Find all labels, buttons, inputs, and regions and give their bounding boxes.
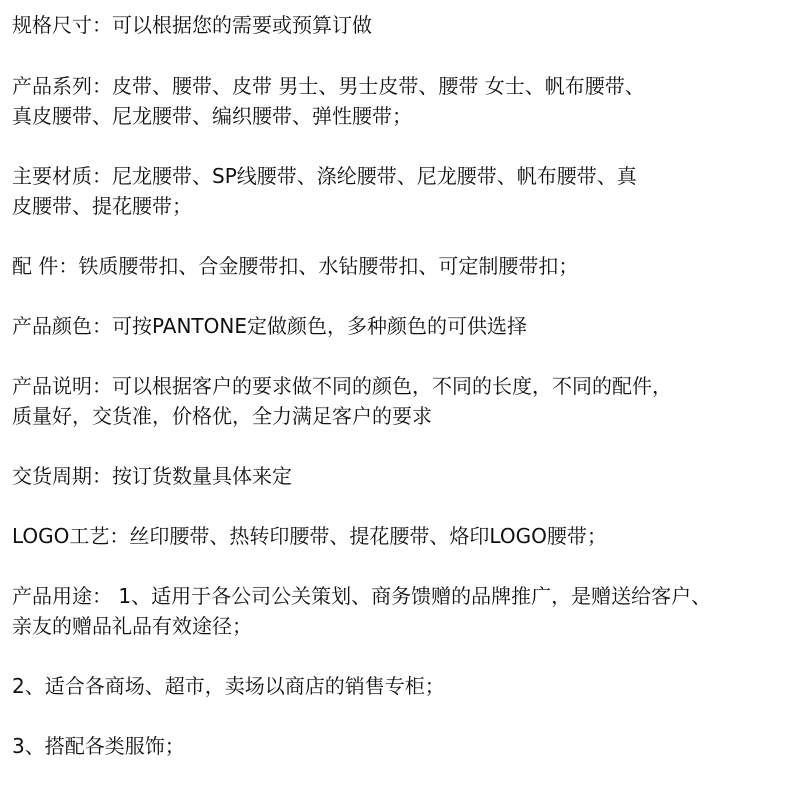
usage-item-3 — [12, 731, 782, 761]
text-line: 交货周期：按订货数量具体来定 — [12, 464, 292, 488]
size-paragraph — [12, 10, 782, 40]
color-paragraph — [12, 311, 782, 341]
text-line: 规格尺寸：可以根据您的需要或预算订做 — [12, 13, 372, 37]
delivery-paragraph — [12, 461, 782, 491]
text-line: 质量好，交货准，价格优，全力满足客户的要求 — [12, 404, 432, 428]
text-line: 产品说明：可以根据客户的要求做不同的颜色，不同的长度，不同的配件， — [12, 374, 672, 398]
text-line: 3、搭配各类服饰； — [12, 734, 185, 758]
text-line: LOGO工艺：丝印腰带、热转印腰带、提花腰带、烙印LOGO腰带； — [12, 524, 607, 548]
logo-craft-paragraph — [12, 521, 782, 551]
text-line: 主要材质：尼龙腰带、SP线腰带、涤纶腰带、尼龙腰带、帆布腰带、真 — [12, 164, 637, 188]
description-paragraph — [12, 371, 782, 431]
accessories-paragraph — [12, 251, 782, 281]
usage-paragraph — [12, 581, 782, 641]
text-line: 产品颜色：可按PANTONE定做颜色，多种颜色的可供选择 — [12, 314, 527, 338]
product-series-paragraph — [12, 71, 782, 131]
text-line: 皮腰带、提花腰带； — [12, 194, 192, 218]
text-line: 亲友的赠品礼品有效途径； — [12, 614, 252, 638]
text-line: 产品用途： 1、适用于各公司公关策划、商务馈赠的品牌推广，是赠送给客户、 — [12, 584, 712, 608]
text-line: 真皮腰带、尼龙腰带、编织腰带、弹性腰带； — [12, 104, 412, 128]
usage-item-2 — [12, 671, 782, 701]
text-line: 配 件：铁质腰带扣、合金腰带扣、水钻腰带扣、可定制腰带扣； — [12, 254, 579, 278]
text-line: 产品系列：皮带、腰带、皮带 男士、男士皮带、腰带 女士、帆布腰带、 — [12, 74, 645, 98]
text-line: 2、适合各商场、超市，卖场以商店的销售专柜； — [12, 674, 445, 698]
material-paragraph — [12, 161, 782, 221]
